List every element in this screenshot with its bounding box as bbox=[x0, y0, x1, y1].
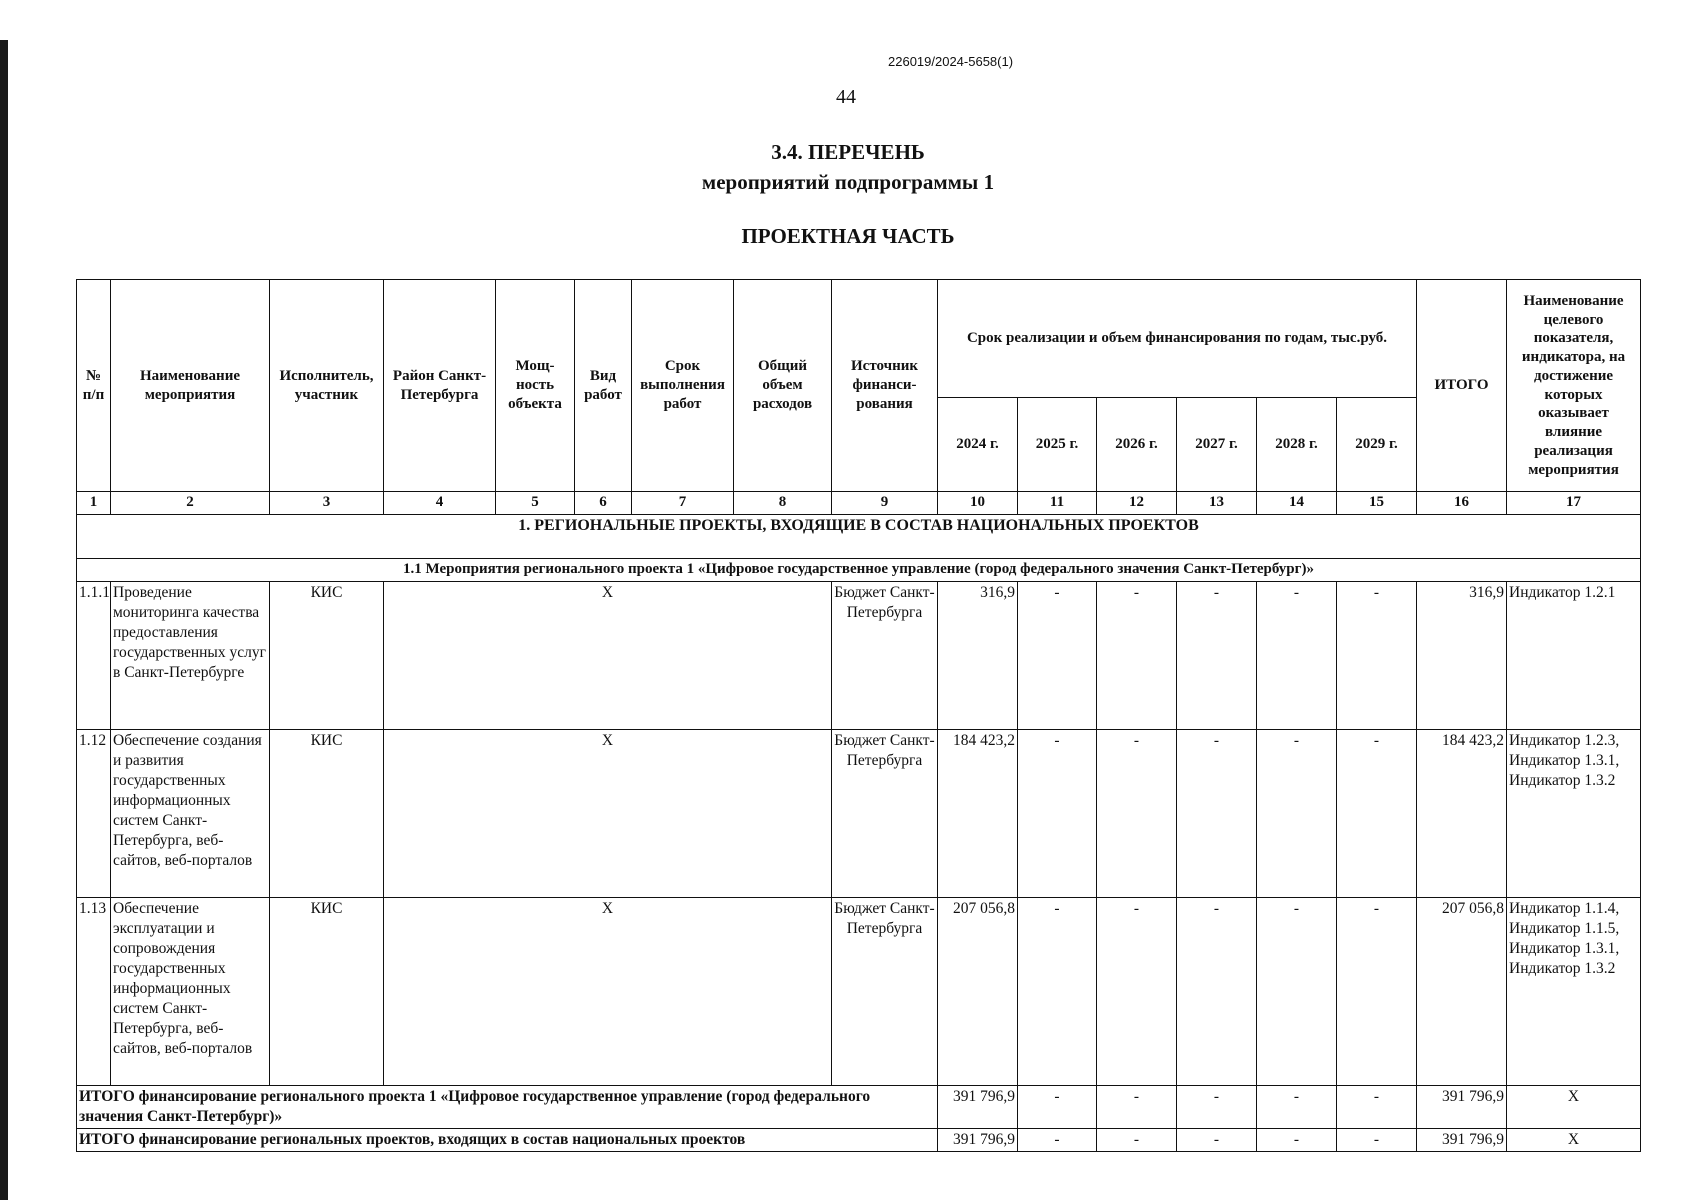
scan-edge-bar bbox=[0, 40, 8, 1200]
column-number: 15 bbox=[1337, 492, 1417, 515]
column-number: 7 bbox=[632, 492, 734, 515]
subsection-row bbox=[77, 559, 1641, 582]
amount-2024: 184 423,2 bbox=[938, 729, 1018, 897]
amount-2027: - bbox=[1177, 897, 1257, 1085]
header-total-volume: Общий объем расходов bbox=[734, 280, 832, 492]
amount-2026: - bbox=[1097, 897, 1177, 1085]
header-itogo: ИТОГО bbox=[1417, 280, 1507, 492]
amount-2029: - bbox=[1337, 729, 1417, 897]
total-2025: - bbox=[1018, 1085, 1097, 1128]
header-term: Срок выполнения работ bbox=[632, 280, 734, 492]
executor: КИС bbox=[270, 897, 384, 1085]
column-number: 1 bbox=[77, 492, 111, 515]
amount-2025: - bbox=[1018, 897, 1097, 1085]
row-number: 1.1.1 bbox=[77, 581, 111, 729]
funding-source: Бюджет Санкт-Петербурга bbox=[832, 897, 938, 1085]
total-2029: - bbox=[1337, 1128, 1417, 1151]
header-power: Мощ-ность объекта bbox=[496, 280, 575, 492]
total-2028: - bbox=[1257, 1128, 1337, 1151]
total-row bbox=[77, 1085, 1641, 1128]
header-year: 2026 г. bbox=[1097, 398, 1177, 492]
amount-2027: - bbox=[1177, 581, 1257, 729]
indicator: Индикатор 1.2.1 bbox=[1507, 581, 1641, 729]
amount-2024: 316,9 bbox=[938, 581, 1018, 729]
row-number: 1.12 bbox=[77, 729, 111, 897]
amount-2029: - bbox=[1337, 581, 1417, 729]
header-year: 2027 г. bbox=[1177, 398, 1257, 492]
amount-2024: 207 056,8 bbox=[938, 897, 1018, 1085]
subsection-title: 1.1 Мероприятия регионального проекта 1 «Цифровое государственное управление (город федерального значения Санкт-Петербург)» bbox=[77, 559, 1641, 582]
header-district: Район Санкт-Петербурга bbox=[384, 280, 496, 492]
header-year: 2025 г. bbox=[1018, 398, 1097, 492]
column-number: 4 bbox=[384, 492, 496, 515]
measure-name: Обеспечение эксплуатации и сопровождения государственных информационных систем Санкт-Петербурга, веб-сайтов, веб-порталов bbox=[111, 897, 270, 1085]
header-row bbox=[77, 280, 1641, 398]
header-source: Источник финанси-рования bbox=[832, 280, 938, 492]
column-number: 11 bbox=[1018, 492, 1097, 515]
column-number: 8 bbox=[734, 492, 832, 515]
not-applicable-mark: Х bbox=[384, 897, 832, 1085]
header-work-type: Вид работ bbox=[575, 280, 632, 492]
column-number: 17 bbox=[1507, 492, 1641, 515]
amount-2026: - bbox=[1097, 729, 1177, 897]
measure-name: Проведение мониторинга качества предоставления государственных услуг в Санкт-Петербурге bbox=[111, 581, 270, 729]
measure-name: Обеспечение создания и развития государственных информационных систем Санкт-Петербурга, веб-сайтов, веб-порталов bbox=[111, 729, 270, 897]
table-row bbox=[77, 729, 1641, 897]
amount-total: 316,9 bbox=[1417, 581, 1507, 729]
column-number: 10 bbox=[938, 492, 1018, 515]
funding-source: Бюджет Санкт-Петербурга bbox=[832, 729, 938, 897]
column-number: 5 bbox=[496, 492, 575, 515]
not-applicable-mark: Х bbox=[384, 581, 832, 729]
total-row bbox=[77, 1128, 1641, 1151]
amount-2027: - bbox=[1177, 729, 1257, 897]
amount-2028: - bbox=[1257, 729, 1337, 897]
section-heading: 3.4. ПЕРЕЧЕНЬ bbox=[771, 140, 925, 164]
header-indicator: Наименование целевого показателя, индикатора, на достижение которых оказывает влияние реализация мероприятия bbox=[1507, 280, 1641, 492]
total-itogo: 391 796,9 bbox=[1417, 1128, 1507, 1151]
table-row bbox=[77, 897, 1641, 1085]
part-heading: ПРОЕКТНАЯ ЧАСТЬ bbox=[741, 224, 955, 248]
page-number: 44 bbox=[836, 86, 856, 108]
amount-2028: - bbox=[1257, 581, 1337, 729]
executor: КИС bbox=[270, 581, 384, 729]
section-row bbox=[77, 515, 1641, 559]
total-2027: - bbox=[1177, 1085, 1257, 1128]
column-number-row bbox=[77, 492, 1641, 515]
table-row bbox=[77, 581, 1641, 729]
column-number: 3 bbox=[270, 492, 384, 515]
amount-2029: - bbox=[1337, 897, 1417, 1085]
column-number: 13 bbox=[1177, 492, 1257, 515]
column-number: 9 bbox=[832, 492, 938, 515]
section-title: 1. РЕГИОНАЛЬНЫЕ ПРОЕКТЫ, ВХОДЯЩИЕ В СОСТАВ НАЦИОНАЛЬНЫХ ПРОЕКТОВ bbox=[77, 515, 1641, 559]
header-executor: Исполнитель, участник bbox=[270, 280, 384, 492]
row-number: 1.13 bbox=[77, 897, 111, 1085]
header-num: № п/п bbox=[77, 280, 111, 492]
header-name: Наименование мероприятия bbox=[111, 280, 270, 492]
amount-total: 184 423,2 bbox=[1417, 729, 1507, 897]
section-subheading: мероприятий подпрограммы 1 bbox=[701, 170, 995, 194]
total-label: ИТОГО финансирование регионального проекта 1 «Цифровое государственное управление (город федерального значения Санкт-Петербург)» bbox=[77, 1085, 938, 1128]
header-year: 2024 г. bbox=[938, 398, 1018, 492]
column-number: 6 bbox=[575, 492, 632, 515]
total-2026: - bbox=[1097, 1085, 1177, 1128]
total-2024: 391 796,9 bbox=[938, 1128, 1018, 1151]
total-2024: 391 796,9 bbox=[938, 1085, 1018, 1128]
amount-2025: - bbox=[1018, 729, 1097, 897]
total-2025: - bbox=[1018, 1128, 1097, 1151]
total-itogo: 391 796,9 bbox=[1417, 1085, 1507, 1128]
document-number: 226019/2024-5658(1) bbox=[888, 54, 1014, 69]
executor: КИС bbox=[270, 729, 384, 897]
total-2026: - bbox=[1097, 1128, 1177, 1151]
indicator: Индикатор 1.2.3, Индикатор 1.3.1, Индикатор 1.3.2 bbox=[1507, 729, 1641, 897]
total-label: ИТОГО финансирование региональных проектов, входящих в состав национальных проектов bbox=[77, 1128, 938, 1151]
header-period: Срок реализации и объем финансирования по годам, тыс.руб. bbox=[938, 280, 1417, 398]
column-number: 12 bbox=[1097, 492, 1177, 515]
header-year: 2028 г. bbox=[1257, 398, 1337, 492]
measures-table bbox=[76, 279, 1641, 1152]
funding-source: Бюджет Санкт-Петербурга bbox=[832, 581, 938, 729]
amount-2026: - bbox=[1097, 581, 1177, 729]
amount-2028: - bbox=[1257, 897, 1337, 1085]
total-indicator: Х bbox=[1507, 1085, 1641, 1128]
total-2028: - bbox=[1257, 1085, 1337, 1128]
total-2029: - bbox=[1337, 1085, 1417, 1128]
column-number: 16 bbox=[1417, 492, 1507, 515]
amount-total: 207 056,8 bbox=[1417, 897, 1507, 1085]
column-number: 2 bbox=[111, 492, 270, 515]
header-year: 2029 г. bbox=[1337, 398, 1417, 492]
column-number: 14 bbox=[1257, 492, 1337, 515]
total-indicator: Х bbox=[1507, 1128, 1641, 1151]
indicator: Индикатор 1.1.4, Индикатор 1.1.5, Индикатор 1.3.1, Индикатор 1.3.2 bbox=[1507, 897, 1641, 1085]
not-applicable-mark: Х bbox=[384, 729, 832, 897]
amount-2025: - bbox=[1018, 581, 1097, 729]
total-2027: - bbox=[1177, 1128, 1257, 1151]
